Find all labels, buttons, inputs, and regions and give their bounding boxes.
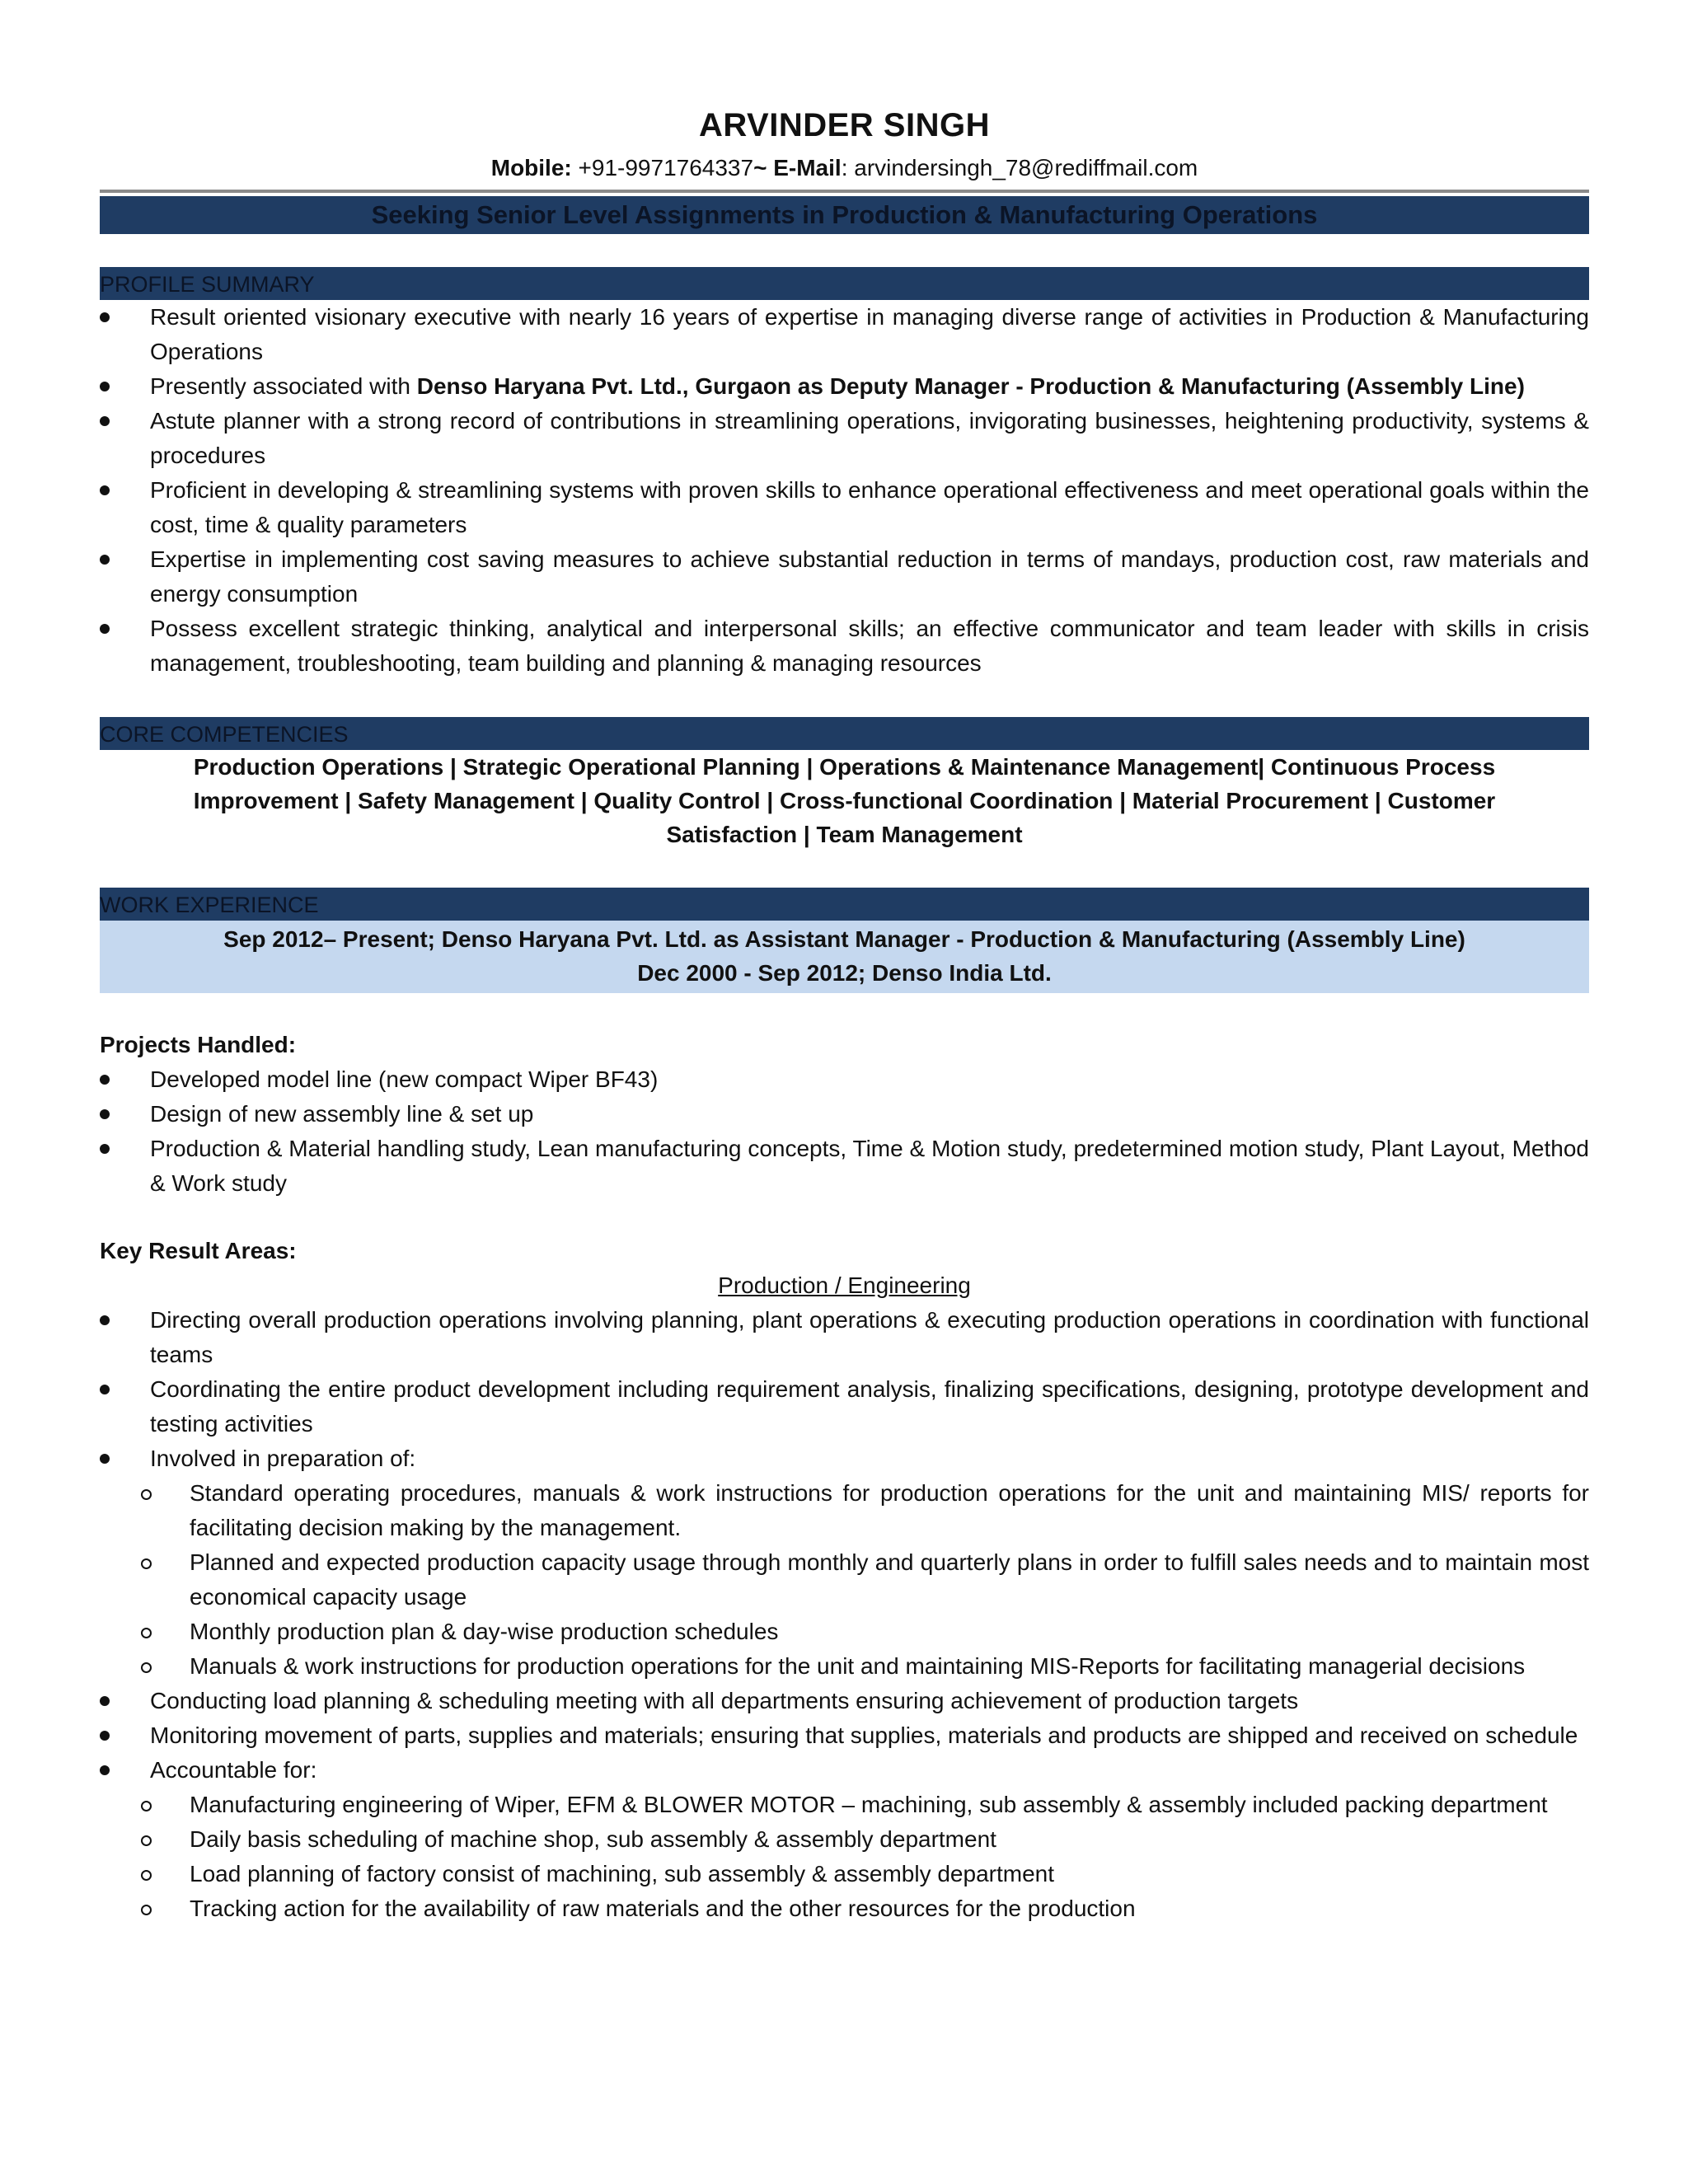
list-item — [100, 300, 1589, 369]
list-item — [100, 1684, 1589, 1718]
email-address: : arvindersingh_78@rediffmail.com — [841, 155, 1198, 180]
bullet-icon — [100, 1696, 110, 1706]
list-item-text: Proficient in developing & streamlining systems with proven skills to enhance operational effectiveness and meet operational goals within the cost, time & quality parameters — [150, 477, 1589, 537]
section-header-profile-summary: PROFILE SUMMARY — [100, 267, 1589, 300]
sub-list-item — [100, 1788, 1589, 1822]
circle-bullet-icon — [141, 1628, 152, 1638]
profile-summary-list — [100, 300, 1589, 681]
mobile-label: Mobile: — [490, 155, 572, 180]
spacer — [100, 851, 1589, 888]
list-item-text: Design of new assembly line & set up — [150, 1101, 534, 1127]
sub-list-item-text: Standard operating procedures, manuals & work instructions for production operations for the unit and maintaining MIS/ reports for facilitating decision making by the management. — [190, 1480, 1589, 1540]
kra-accountable-sublist — [100, 1788, 1589, 1926]
list-item-text: Accountable for: — [150, 1757, 317, 1783]
bullet-icon — [100, 1075, 110, 1085]
list-item-text: Result oriented visionary executive with nearly 16 years of expertise in managing diverse range of activities in Production & Manufacturing Operations — [150, 304, 1589, 364]
mobile-number: +91-9971764337 — [571, 155, 754, 180]
list-item — [100, 369, 1589, 404]
spacer — [100, 234, 1589, 267]
sub-list-item — [100, 1857, 1589, 1891]
list-item-text: Conducting load planning & scheduling meeting with all departments ensuring achievement of production targets — [150, 1688, 1299, 1713]
list-item-text: Involved in preparation of: — [150, 1446, 416, 1471]
list-item-text: Directing overall production operations involving planning, plant operations & executing production operations in coordination with functional teams — [150, 1307, 1589, 1367]
list-item-text: Coordinating the entire product development including requirement analysis, finalizing specifications, designing, prototype development and testing activities — [150, 1376, 1589, 1436]
sub-list-item — [100, 1545, 1589, 1615]
role-previous: Dec 2000 - Sep 2012; Denso India Ltd. — [637, 960, 1052, 986]
contact-line — [100, 152, 1589, 185]
projects-heading: Projects Handled: — [100, 1032, 297, 1057]
circle-bullet-icon — [141, 1662, 152, 1673]
circle-bullet-icon — [141, 1835, 152, 1846]
bullet-icon — [100, 1109, 110, 1119]
sub-list-item — [100, 1822, 1589, 1857]
email-label: E-Mail — [773, 155, 842, 180]
contact-separator: ~ — [753, 155, 774, 180]
sub-list-item-text: Monthly production plan & day-wise production schedules — [190, 1619, 779, 1644]
core-competencies-text: Production Operations | Strategic Operational Planning | Operations & Maintenance Management| Continuous Process Improvement | Safety Management | Quality Control | Cross-functional Coordination | Material Procurement | Customer Satisfaction | Team Management — [193, 754, 1496, 847]
list-item — [100, 1132, 1589, 1201]
bullet-icon — [100, 1315, 110, 1325]
header-divider — [100, 190, 1589, 193]
bullet-icon — [100, 555, 110, 565]
list-item-bold: Denso Haryana Pvt. Ltd., Gurgaon as Deputy Manager - Production & Manufacturing (Assembly Line) — [416, 373, 1525, 399]
kra-subheading: Production / Engineering — [718, 1272, 971, 1298]
projects-list — [100, 1062, 1589, 1201]
resume-content — [100, 99, 1589, 1926]
sub-list-item-text: Manuals & work instructions for production operations for the unit and maintaining MIS-Reports for facilitating managerial decisions — [190, 1653, 1526, 1679]
list-item — [100, 542, 1589, 612]
sub-list-item — [100, 1615, 1589, 1649]
list-item-text: Monitoring movement of parts, supplies and materials; ensuring that supplies, materials and products are shipped and received on schedule — [150, 1722, 1578, 1748]
list-item — [100, 1718, 1589, 1753]
spacer — [100, 681, 1589, 717]
spacer — [100, 993, 1589, 1028]
list-item-prefix: Presently associated with — [150, 373, 417, 399]
list-item — [100, 1753, 1589, 1788]
sub-list-item-text: Load planning of factory consist of machining, sub assembly & assembly department — [190, 1861, 1055, 1886]
list-item — [100, 473, 1589, 542]
bullet-icon — [100, 382, 110, 391]
bullet-icon — [100, 1385, 110, 1394]
bullet-icon — [100, 312, 110, 322]
list-item — [100, 1097, 1589, 1132]
sub-list-item-text: Daily basis scheduling of machine shop, sub assembly & assembly department — [190, 1826, 996, 1852]
list-item-text: Production & Material handling study, Lean manufacturing concepts, Time & Motion study, predetermined motion study, Plant Layout, Method & Work study — [150, 1136, 1589, 1196]
list-item — [100, 1062, 1589, 1097]
circle-bullet-icon — [141, 1558, 152, 1569]
list-item-text: Possess excellent strategic thinking, analytical and interpersonal skills; an effective communicator and team leader with skills in crisis management, troubleshooting, team building and planning & managing resources — [150, 616, 1589, 676]
list-item — [100, 1372, 1589, 1441]
sub-list-item — [100, 1476, 1589, 1545]
kra-list — [100, 1303, 1589, 1476]
bullet-icon — [100, 1454, 110, 1464]
bullet-icon — [100, 485, 110, 495]
objective-banner: Seeking Senior Level Assignments in Production & Manufacturing Operations — [100, 196, 1589, 234]
sub-list-item-text: Planned and expected production capacity usage through monthly and quarterly plans in order to fulfill sales needs and to maintain most economical capacity usage — [190, 1549, 1589, 1610]
kra-heading: Key Result Areas: — [100, 1238, 297, 1263]
sub-list-item — [100, 1649, 1589, 1684]
circle-bullet-icon — [141, 1870, 152, 1881]
sub-list-item — [100, 1891, 1589, 1926]
bullet-icon — [100, 1144, 110, 1154]
list-item-text: Astute planner with a strong record of contributions in streamlining operations, invigorating businesses, heightening productivity, systems & procedures — [150, 408, 1589, 468]
section-header-core-competencies: CORE COMPETENCIES — [100, 717, 1589, 750]
list-item — [100, 1441, 1589, 1476]
bullet-icon — [100, 624, 110, 634]
circle-bullet-icon — [141, 1489, 152, 1500]
employment-summary — [100, 921, 1589, 993]
bullet-icon — [100, 416, 110, 426]
bullet-icon — [100, 1731, 110, 1741]
role-current: Sep 2012– Present; Denso Haryana Pvt. Ltd. as Assistant Manager - Production & Manufacturing (Assembly Line) — [223, 926, 1465, 952]
list-item-text: Developed model line (new compact Wiper BF43) — [150, 1066, 659, 1092]
sub-list-item-text: Manufacturing engineering of Wiper, EFM & BLOWER MOTOR – machining, sub assembly & assembly included packing department — [190, 1792, 1548, 1817]
list-item — [100, 404, 1589, 473]
list-item-text: Expertise in implementing cost saving measures to achieve substantial reduction in terms of mandays, production cost, raw materials and energy consumption — [150, 546, 1589, 607]
spacer — [100, 1201, 1589, 1234]
list-item — [100, 612, 1589, 681]
kra-list-continued — [100, 1684, 1589, 1788]
circle-bullet-icon — [141, 1801, 152, 1811]
section-header-work-experience: WORK EXPERIENCE — [100, 888, 1589, 921]
bullet-icon — [100, 1765, 110, 1775]
circle-bullet-icon — [141, 1905, 152, 1915]
sub-list-item-text: Tracking action for the availability of raw materials and the other resources for the production — [190, 1896, 1136, 1921]
kra-preparation-sublist — [100, 1476, 1589, 1684]
list-item — [100, 1303, 1589, 1372]
candidate-name: ARVINDER SINGH — [699, 107, 990, 143]
